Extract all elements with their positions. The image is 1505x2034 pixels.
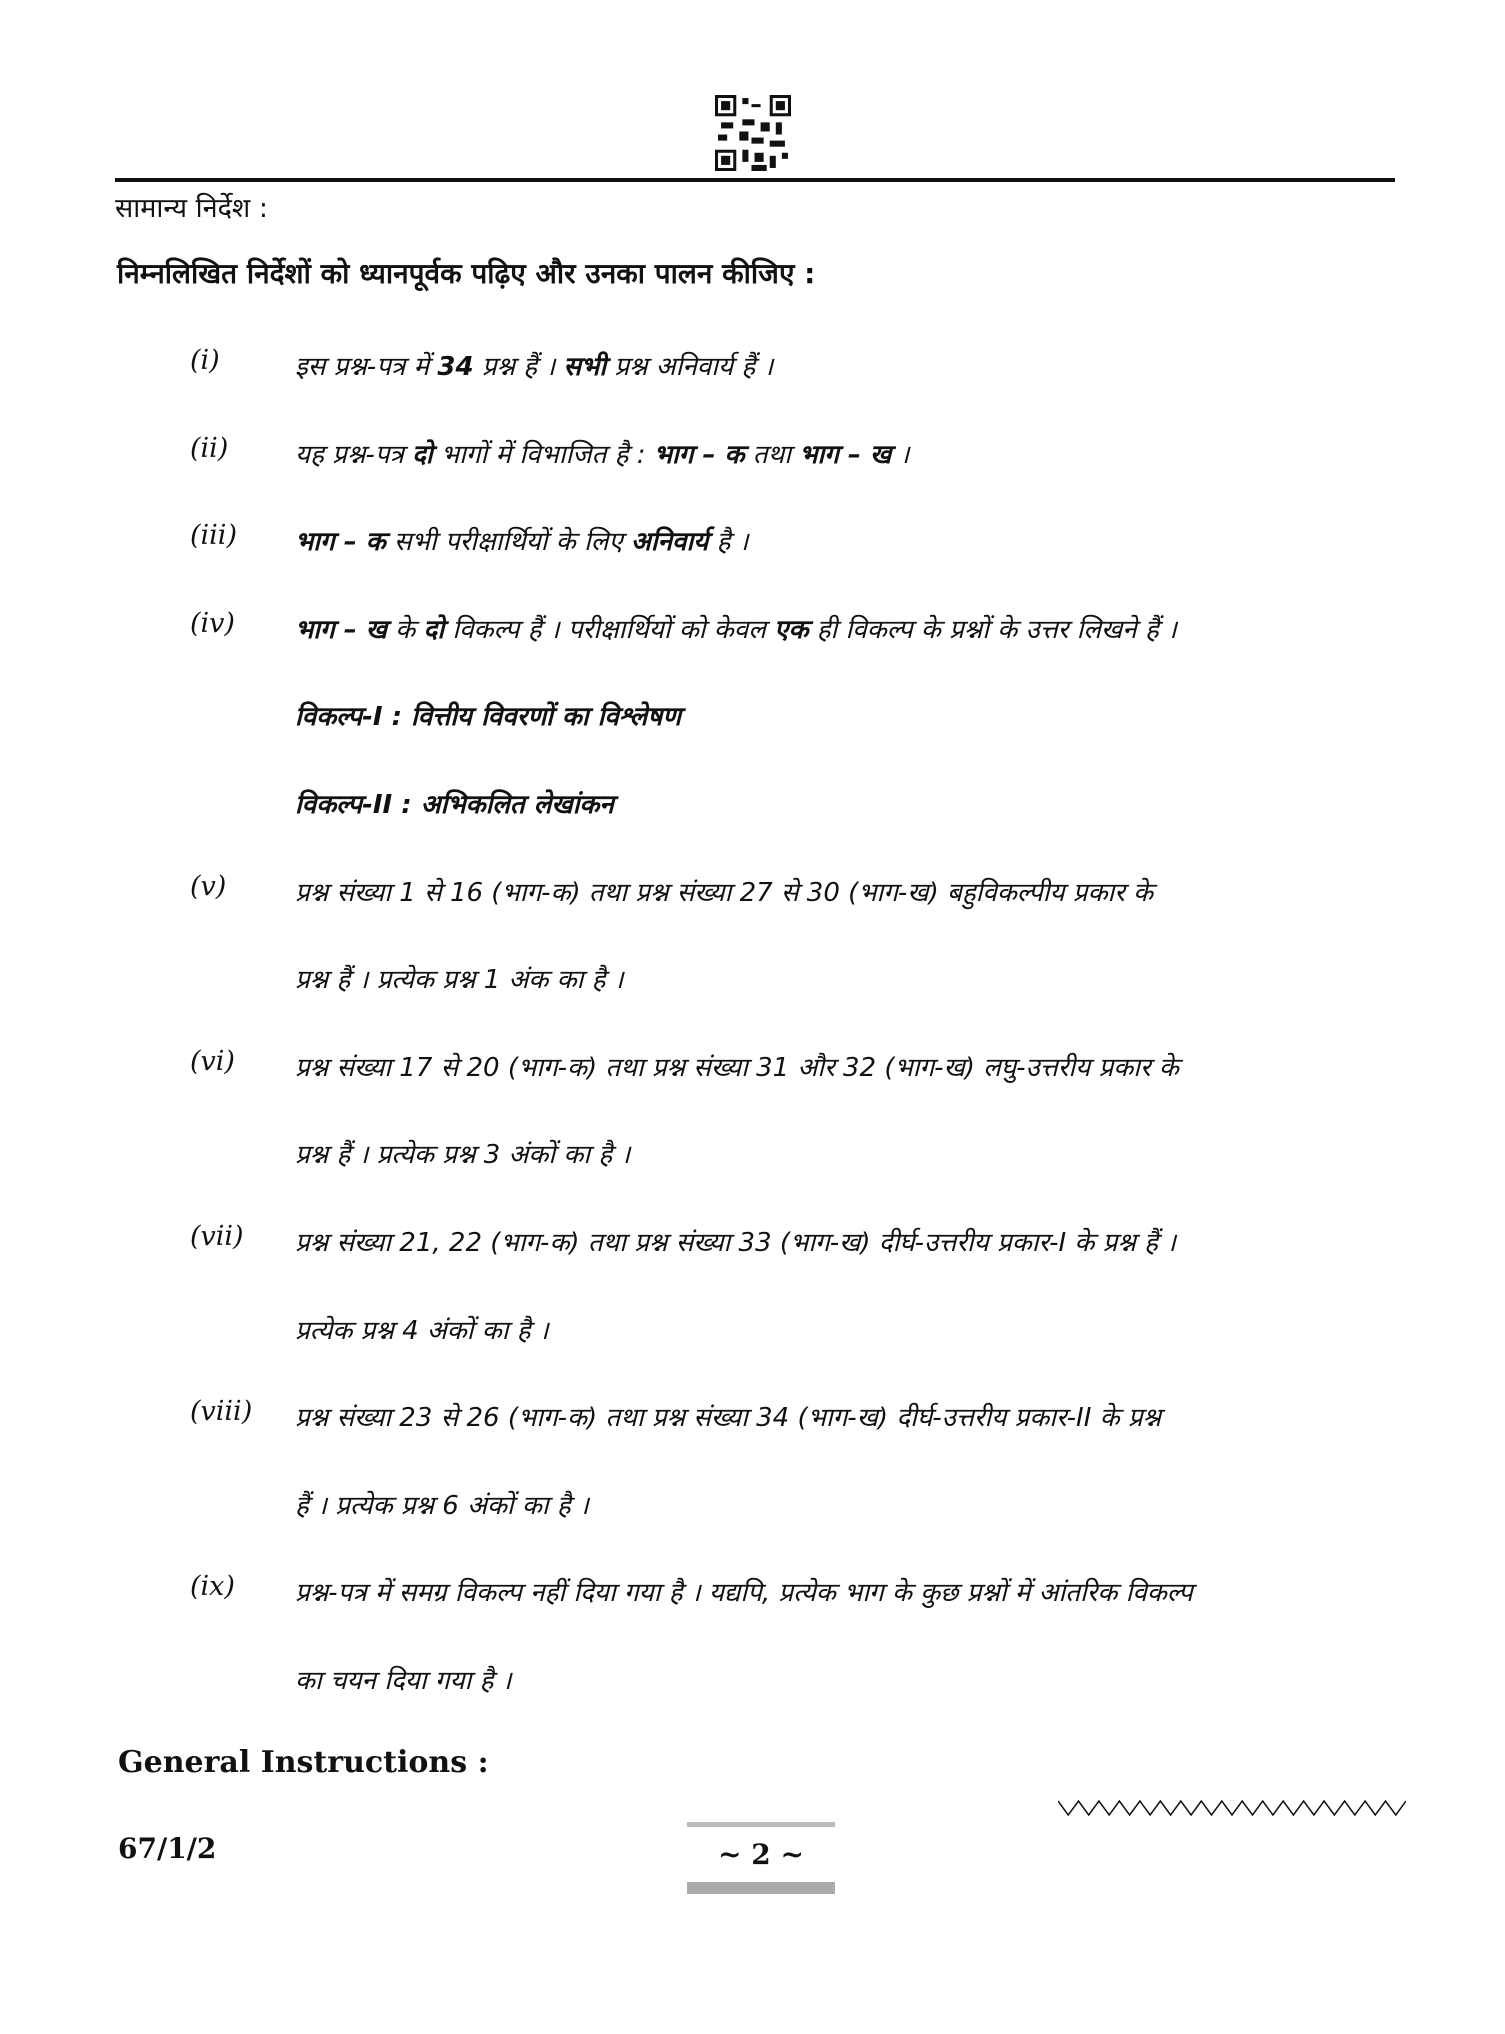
text-segment: इस प्रश्न-पत्र में <box>295 352 438 382</box>
text-segment: प्रश्न हैं । प्रत्येक प्रश्न 1 अंक का है । <box>295 965 624 996</box>
page-number-box <box>687 1822 835 1894</box>
text-segment: यह प्रश्न-पत्र <box>295 439 413 470</box>
bold-text: भाग – क <box>653 439 745 470</box>
text-segment: है । <box>708 527 749 558</box>
text-segment: प्रश्न संख्या 17 से 20 (भाग-क) तथा प्रश्न संख्या 31 और 32 (भाग-ख) लघु-उत्तरीय प्रकार के <box>295 1052 1179 1083</box>
english-heading: General Instructions : <box>118 1745 489 1780</box>
item-label: (iii) <box>190 520 237 552</box>
item-text-line <box>295 1661 512 1697</box>
bold-text: दो <box>412 439 433 470</box>
zigzag-decoration <box>1058 1800 1406 1816</box>
text-segment: विकल्प हैं । परीक्षार्थियों को केवल <box>444 614 775 645</box>
text-segment: प्रश्न अनिवार्य हैं । <box>606 352 774 382</box>
text-segment: तथा <box>744 439 800 470</box>
item-label: (ix) <box>190 1571 235 1603</box>
bold-text: भाग – ख <box>799 439 892 470</box>
bold-text: दो <box>423 614 445 645</box>
item-text-line <box>295 347 773 383</box>
text-segment: प्रश्न संख्या 1 से 16 (भाग-क) तथा प्रश्न संख्या 27 से 30 (भाग-ख) बहुविकल्पीय प्रकार के <box>295 877 1154 908</box>
page-number: ~ 2 ~ <box>718 1838 804 1871</box>
item-text-line <box>295 785 614 821</box>
text-segment: प्रश्न संख्या 23 से 26 (भाग-क) तथा प्रश्न संख्या 34 (भाग-ख) दीर्घ-उत्तरीय प्रकार-II के प्रश्न <box>295 1403 1162 1434</box>
page-number-bottom-bar <box>687 1882 835 1894</box>
bold-text: अनिवार्य <box>631 527 709 558</box>
text-segment: सभी परीक्षार्थियों के लिए <box>385 527 632 558</box>
item-text-line <box>295 1311 549 1347</box>
item-label: (viii) <box>190 1396 253 1428</box>
item-label: (vi) <box>190 1045 235 1077</box>
text-segment: प्रश्न हैं । <box>473 352 564 382</box>
item-text-line <box>295 697 681 733</box>
item-text-line <box>295 522 749 558</box>
item-text-line <box>295 1486 589 1522</box>
text-segment: हैं । प्रत्येक प्रश्न 6 अंकों का है । <box>295 1490 589 1521</box>
bold-text: 34 <box>437 352 474 382</box>
item-text-line <box>295 873 1153 909</box>
section-title-hindi: सामान्य निर्देश : <box>115 193 268 224</box>
text-segment: प्रश्न हैं । प्रत्येक प्रश्न 3 अंकों का है । <box>295 1140 631 1171</box>
text-segment: के <box>387 614 424 645</box>
text-segment: प्रत्येक प्रश्न 4 अंकों का है । <box>295 1315 549 1346</box>
item-text-line <box>295 1223 1176 1259</box>
bold-text: एक <box>774 614 809 645</box>
item-text-line <box>295 960 624 996</box>
item-label: (ii) <box>190 432 229 464</box>
section-subtitle-hindi: निम्नलिखित निर्देशों को ध्यानपूर्वक पढ़िए और उनका पालन कीजिए : <box>117 257 816 290</box>
qr-code <box>715 95 791 171</box>
item-label: (i) <box>190 345 220 376</box>
paper-code: 67/1/2 <box>118 1832 217 1865</box>
text-segment: प्रश्न संख्या 21, 22 (भाग-क) तथा प्रश्न संख्या 33 (भाग-ख) दीर्घ-उत्तरीय प्रकार-I के प्रश्न हैं । <box>295 1228 1177 1258</box>
bold-text: विकल्प-I : वित्तीय विवरणों का विश्लेषण <box>295 702 682 733</box>
text-segment: । <box>891 439 910 470</box>
bold-text: विकल्प-II : अभिकलित लेखांकन <box>295 790 614 820</box>
item-text-line <box>295 1573 1193 1609</box>
item-text-line <box>295 1398 1161 1434</box>
bold-text: सभी <box>563 352 607 382</box>
bold-text: भाग – क <box>295 527 386 558</box>
item-label: (v) <box>190 870 227 902</box>
text-segment: ही विकल्प के प्रश्नों के उत्तर लिखने हैं । <box>808 614 1177 645</box>
item-text-line <box>295 1048 1179 1084</box>
header-rule <box>115 178 1395 182</box>
page-number-top-bar <box>687 1822 835 1827</box>
item-text-line <box>295 610 1177 646</box>
item-label: (iv) <box>190 607 235 639</box>
item-text-line <box>295 1135 630 1171</box>
text-segment: भागों में विभाजित है : <box>432 439 654 470</box>
text-segment: प्रश्न-पत्र में समग्र विकल्प नहीं दिया गया है । यद्यपि, प्रत्येक भाग के कुछ प्रश्नों में आंतरिक विकल्प <box>295 1578 1193 1609</box>
text-segment: का चयन दिया गया है । <box>295 1666 512 1696</box>
bold-text: भाग – ख <box>295 614 388 645</box>
item-text-line <box>295 435 909 471</box>
item-label: (vii) <box>190 1221 244 1252</box>
